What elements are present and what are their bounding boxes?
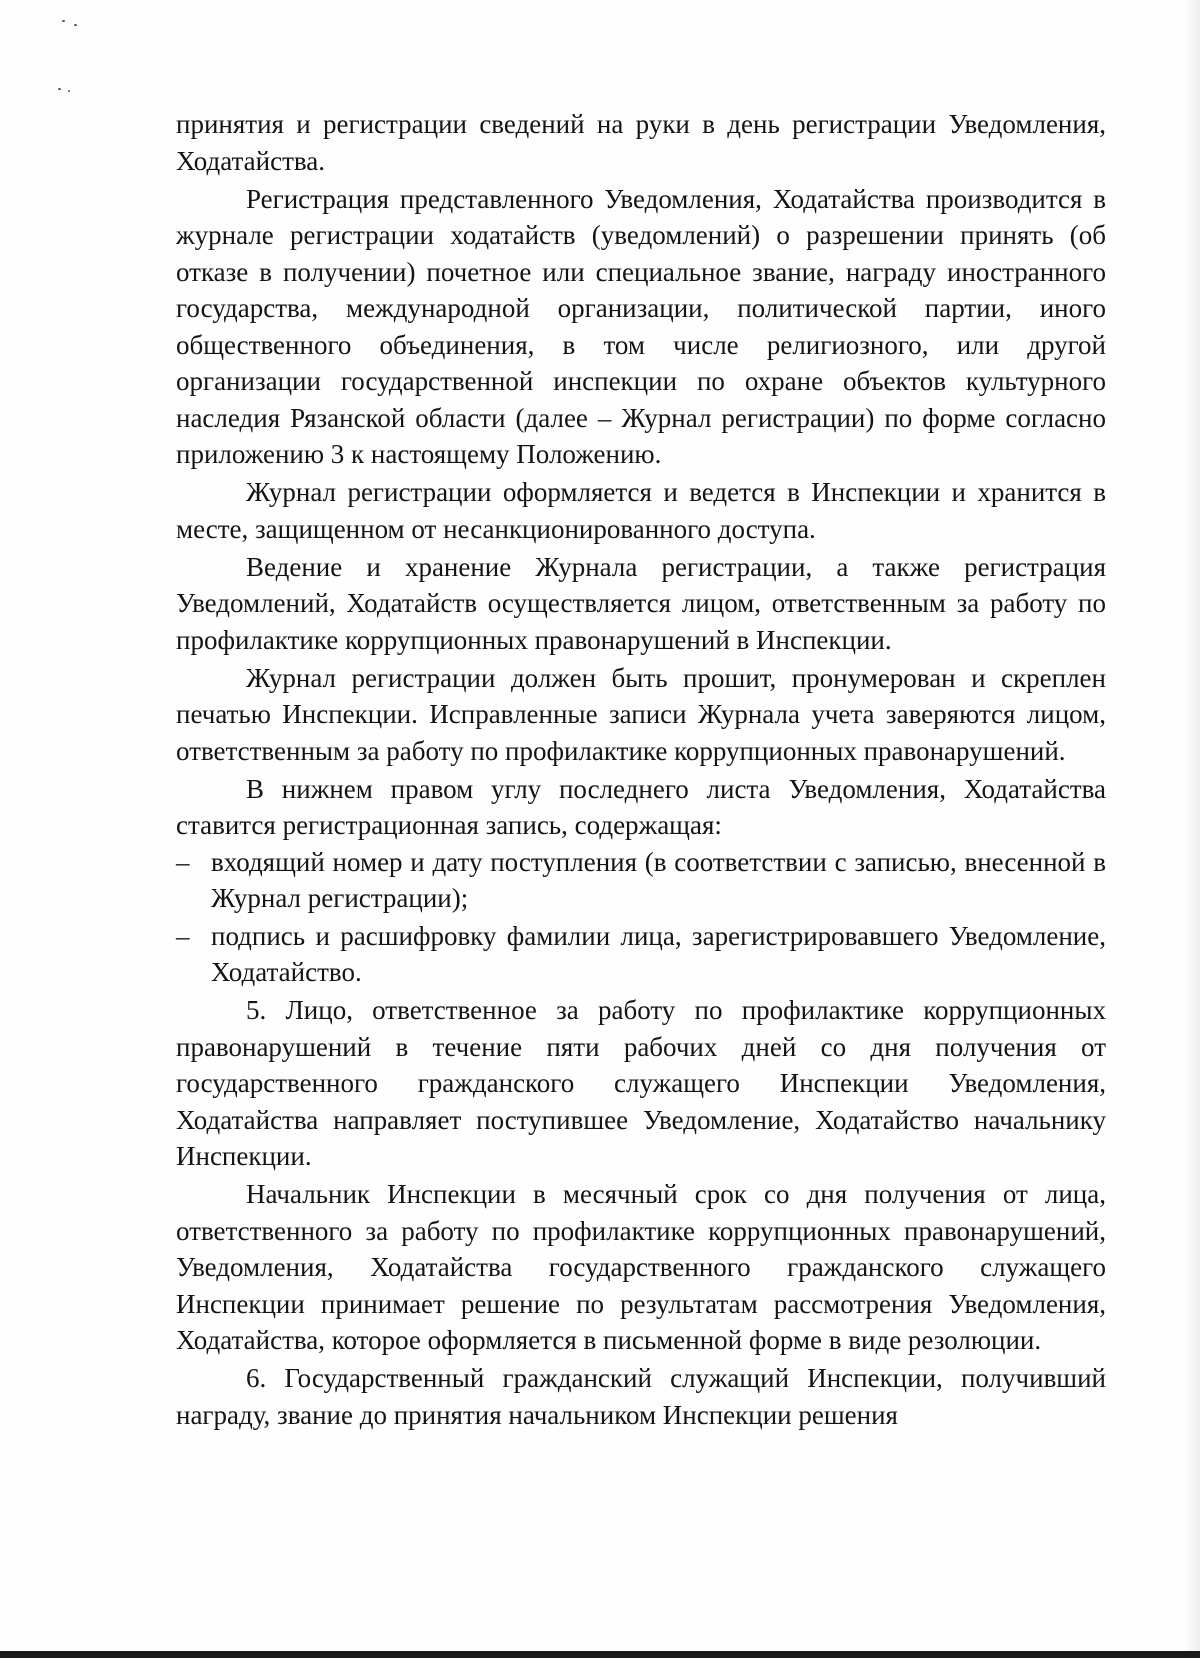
registration-mark-list xyxy=(176,844,1106,991)
paragraph-journal-maintenance: Ведение и хранение Журнала регистрации, а также регистрация Уведомлений, Ходатайств осуществляется лицом, ответственным за работу по профилактике коррупционных правонарушений в Инспекции. xyxy=(176,551,1106,655)
scan-speck xyxy=(62,20,65,22)
paragraph-continuation: принятия и регистрации сведений на руки в день регистрации Уведомления, Ходатайства. xyxy=(176,109,1106,176)
paragraph-item-6: 6. Государственный гражданский служащий Инспекции, получивший награду, звание до принятия начальником Инспекции решения xyxy=(176,1363,1106,1430)
paragraph-head-decision: Начальник Инспекции в месячный срок со дня получения от лица, ответственного за работу по профилактике коррупционных правонарушений, Уведомления, Ходатайства государственного гражданского служащего Инспекции принимает решение по результатам рассмотрения Уведомления, Ходатайства, которое оформляется в письменной форме в виде резолюции. xyxy=(176,1179,1106,1355)
list-dash: – xyxy=(176,846,190,877)
paragraph-journal-storage: Журнал регистрации оформляется и ведется в Инспекции и хранится в месте, защищенном от несанкционированного доступа. xyxy=(176,477,1106,544)
list-item-text: подпись и расшифровку фамилии лица, зарегистрировавшего Уведомление, Ходатайство. xyxy=(211,920,1106,987)
list-item xyxy=(176,844,1106,917)
paragraph-item-5: 5. Лицо, ответственное за работу по профилактике коррупционных правонарушений в течение пяти рабочих дней со дня получения от государственного гражданского служащего Инспекции Уведомления, Ходатайства направляет поступившее Уведомление, Ходатайство начальнику Инспекции. xyxy=(176,995,1106,1171)
document-body xyxy=(176,106,1106,1433)
scan-bottom-edge xyxy=(0,1651,1200,1658)
paragraph-journal-binding: Журнал регистрации должен быть прошит, пронумерован и скреплен печатью Инспекции. Исправленные записи Журнала учета заверяются лицом, ответственным за работу по профилактике коррупционных правонарушений. xyxy=(176,662,1106,766)
paragraph-registration-mark: В нижнем правом углу последнего листа Уведомления, Ходатайства ставится регистрационная запись, содержащая: xyxy=(176,773,1106,840)
scan-speck xyxy=(74,24,77,26)
scan-speck xyxy=(58,88,61,90)
list-item-text: входящий номер и дату поступления (в соответствии с записью, внесенной в Журнал регистрации); xyxy=(211,846,1106,913)
scan-speck xyxy=(68,90,70,92)
list-dash: – xyxy=(176,920,190,951)
list-item xyxy=(176,918,1106,991)
paragraph-registration: Регистрация представленного Уведомления, Ходатайства производится в журнале регистрации ходатайств (уведомлений) о разрешении принять (об отказе в получении) почетное или специальное звание, награду иностранного государства, международной организации, политической партии, иного общественного объединения, в том числе религиозного, или другой организации государственной инспекции по охране объектов культурного наследия Рязанской области (далее – Журнал регистрации) по форме согласно приложению 3 к настоящему Положению. xyxy=(176,183,1106,469)
scan-edge-shading xyxy=(1184,0,1200,1658)
